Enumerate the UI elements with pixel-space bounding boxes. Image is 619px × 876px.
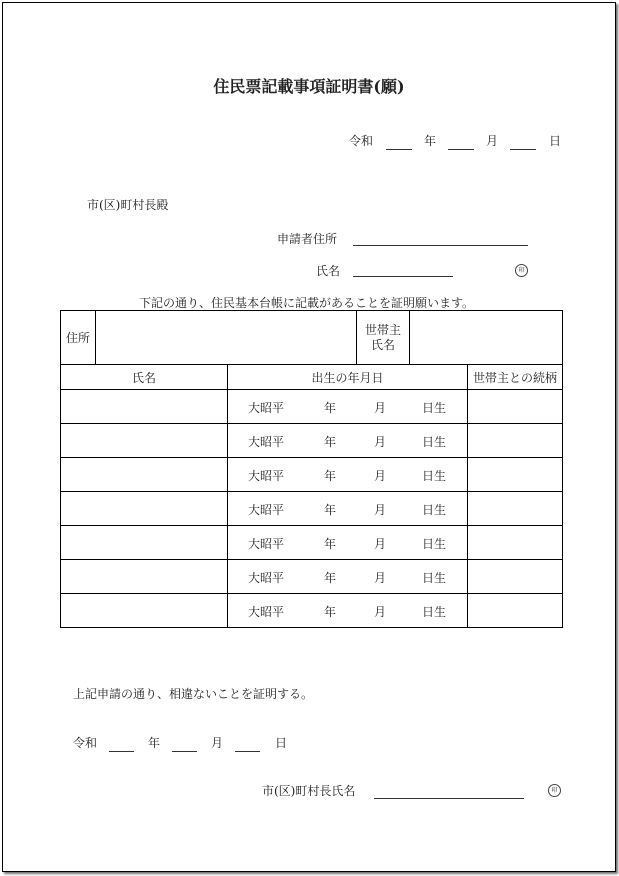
birth-day-label: 日生 bbox=[422, 571, 447, 585]
table-row bbox=[61, 594, 563, 628]
birthdate-cell[interactable] bbox=[228, 390, 468, 424]
cert-date-month: 月 bbox=[211, 736, 224, 750]
resident-name-cell[interactable] bbox=[61, 390, 228, 424]
birthdate-cell[interactable] bbox=[228, 560, 468, 594]
birth-era-label: 大昭平 bbox=[248, 435, 285, 449]
table-row bbox=[61, 492, 563, 526]
resident-name-cell[interactable] bbox=[61, 526, 228, 560]
household-head-label bbox=[357, 311, 410, 365]
relationship-cell[interactable] bbox=[468, 390, 563, 424]
birth-month-label: 月 bbox=[374, 435, 387, 449]
household-head-value bbox=[410, 311, 563, 365]
request-date-month: 月 bbox=[486, 134, 499, 148]
relationship-cell[interactable] bbox=[468, 560, 563, 594]
cert-year-blank bbox=[109, 751, 134, 752]
birth-day-label: 日生 bbox=[422, 401, 447, 415]
birth-year-label: 年 bbox=[324, 435, 337, 449]
document-title: 住民票記載事項証明書(願) bbox=[213, 77, 405, 96]
birth-month-label: 月 bbox=[374, 605, 387, 619]
document-page bbox=[2, 2, 616, 872]
birth-era-label: 大昭平 bbox=[248, 401, 285, 415]
relationship-cell[interactable] bbox=[468, 526, 563, 560]
birth-era-label: 大昭平 bbox=[248, 571, 285, 585]
header-name: 氏名 bbox=[61, 365, 228, 390]
cert-date-day: 日 bbox=[275, 736, 288, 750]
addressee: 市(区)町村長殿 bbox=[87, 198, 169, 212]
household-table bbox=[60, 310, 563, 365]
table-row bbox=[61, 424, 563, 458]
birth-month-label: 月 bbox=[374, 503, 387, 517]
birth-year-label: 年 bbox=[324, 503, 337, 517]
resident-name-cell[interactable] bbox=[61, 492, 228, 526]
request-date-day: 日 bbox=[549, 134, 562, 148]
request-day-blank bbox=[510, 149, 536, 150]
resident-name-cell[interactable] bbox=[61, 458, 228, 492]
birthdate-cell[interactable] bbox=[228, 492, 468, 526]
mayor-name-blank bbox=[374, 798, 524, 799]
applicant-address-label: 申請者住所 bbox=[277, 232, 338, 246]
table-row bbox=[61, 458, 563, 492]
birth-era-label: 大昭平 bbox=[248, 537, 285, 551]
birth-year-label: 年 bbox=[324, 571, 337, 585]
cert-date-era: 令和 bbox=[73, 736, 98, 750]
cert-day-blank bbox=[235, 751, 260, 752]
household-head-label-line2: 氏名 bbox=[370, 337, 395, 352]
birthdate-cell[interactable] bbox=[228, 526, 468, 560]
birth-day-label: 日生 bbox=[422, 605, 447, 619]
household-address-label: 住所 bbox=[61, 311, 96, 365]
relationship-cell[interactable] bbox=[468, 458, 563, 492]
birth-year-label: 年 bbox=[324, 605, 337, 619]
resident-name-cell[interactable] bbox=[61, 560, 228, 594]
birth-era-label: 大昭平 bbox=[248, 605, 285, 619]
birth-month-label: 月 bbox=[374, 401, 387, 415]
birth-era-label: 大昭平 bbox=[248, 469, 285, 483]
mayor-name-label: 市(区)町村長氏名 bbox=[262, 784, 356, 798]
birthdate-cell[interactable] bbox=[228, 458, 468, 492]
cert-date-year: 年 bbox=[148, 736, 161, 750]
applicant-name-blank bbox=[353, 276, 453, 277]
resident-name-cell[interactable] bbox=[61, 594, 228, 628]
table-header-row bbox=[61, 365, 563, 390]
applicant-address-blank bbox=[353, 245, 528, 246]
residents-table bbox=[60, 364, 563, 628]
header-birthdate: 出生の年月日 bbox=[228, 365, 468, 390]
birth-day-label: 日生 bbox=[422, 503, 447, 517]
birth-month-label: 月 bbox=[374, 571, 387, 585]
birth-day-label: 日生 bbox=[422, 435, 447, 449]
resident-name-cell[interactable] bbox=[61, 424, 228, 458]
certification-statement: 上記申請の通り、相違ないことを証明する。 bbox=[73, 687, 314, 701]
birth-year-label: 年 bbox=[324, 401, 337, 415]
request-date-year: 年 bbox=[424, 134, 437, 148]
relationship-cell[interactable] bbox=[468, 492, 563, 526]
birthdate-cell[interactable] bbox=[228, 424, 468, 458]
request-statement: 下記の通り、住民基本台帳に記載があることを証明願います。 bbox=[139, 296, 475, 310]
request-month-blank bbox=[448, 149, 474, 150]
relationship-cell[interactable] bbox=[468, 594, 563, 628]
birth-month-label: 月 bbox=[374, 537, 387, 551]
relationship-cell[interactable] bbox=[468, 424, 563, 458]
request-year-blank bbox=[386, 149, 412, 150]
birth-month-label: 月 bbox=[374, 469, 387, 483]
birth-day-label: 日生 bbox=[422, 469, 447, 483]
table-row bbox=[61, 390, 563, 424]
birth-day-label: 日生 bbox=[422, 537, 447, 551]
table-row bbox=[61, 560, 563, 594]
header-relationship: 世帯主との続柄 bbox=[468, 365, 563, 390]
household-address-value bbox=[96, 311, 357, 365]
birth-year-label: 年 bbox=[324, 537, 337, 551]
applicant-seal-mark: 印 bbox=[515, 264, 528, 277]
table-row bbox=[61, 526, 563, 560]
request-date-era: 令和 bbox=[349, 134, 374, 148]
birthdate-cell[interactable] bbox=[228, 594, 468, 628]
birth-year-label: 年 bbox=[324, 469, 337, 483]
birth-era-label: 大昭平 bbox=[248, 503, 285, 517]
mayor-seal-mark: 印 bbox=[548, 784, 561, 797]
applicant-name-label: 氏名 bbox=[316, 264, 341, 278]
cert-month-blank bbox=[172, 751, 197, 752]
household-head-label-line1: 世帯主 bbox=[364, 322, 401, 337]
